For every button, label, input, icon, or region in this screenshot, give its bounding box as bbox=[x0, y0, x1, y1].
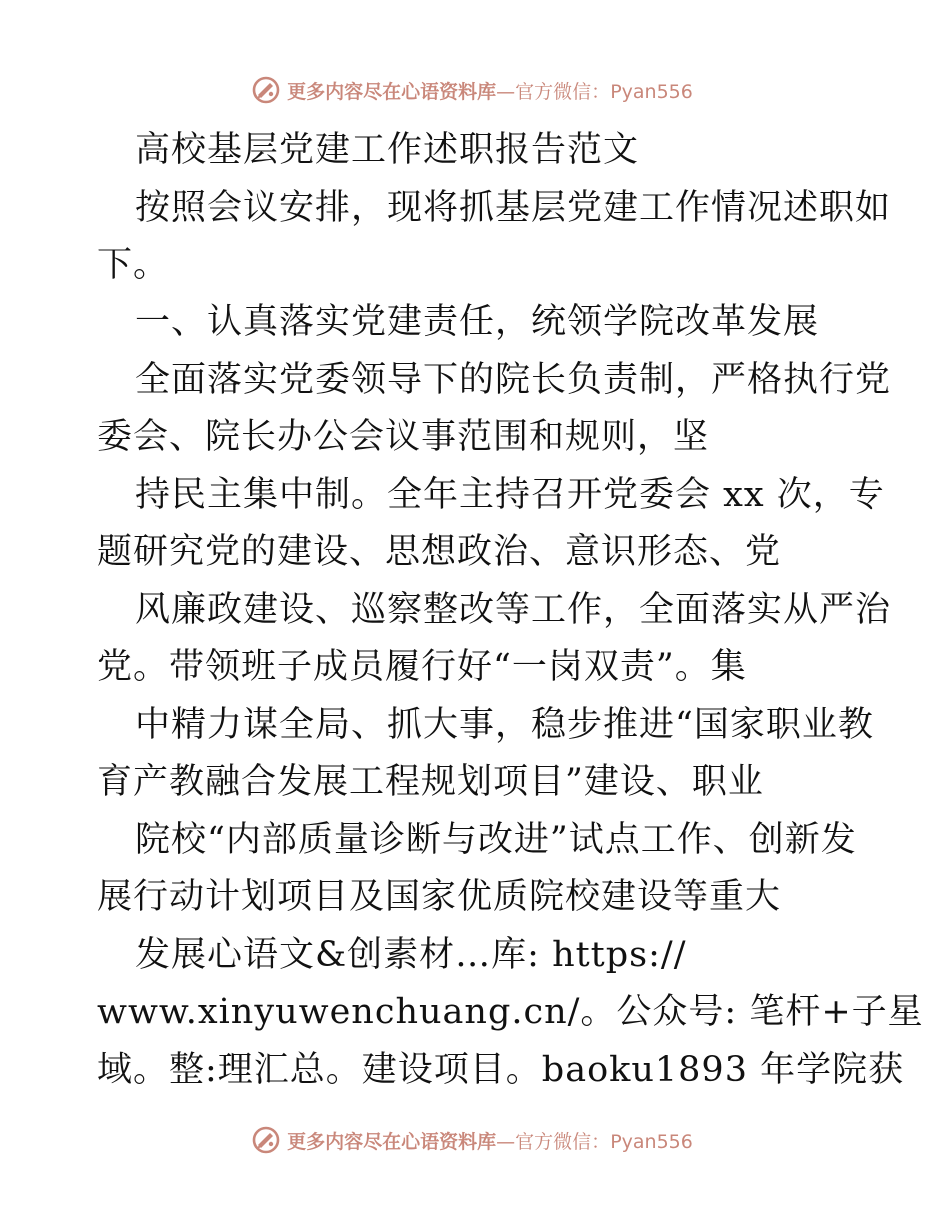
doc-line: www.xinyuwenchuang.cn/。公众号: 笔杆+子星 bbox=[97, 992, 924, 1032]
pen-seal-icon bbox=[251, 1125, 281, 1155]
doc-line: 育产教融合发展工程规划项目”建设、职业 bbox=[97, 762, 764, 802]
watermark-text bbox=[287, 1127, 693, 1154]
watermark-contact-id: Pyan556 bbox=[610, 80, 693, 103]
doc-line: 委会、院长办公会议事范围和规则，坚 bbox=[97, 417, 710, 457]
watermark-separator: — bbox=[496, 80, 516, 103]
doc-line: 院校“内部质量诊断与改进”试点工作、创新发 bbox=[135, 820, 857, 860]
doc-line: 中精力谋全局、抓大事，稳步推进“国家职业教 bbox=[135, 705, 874, 745]
doc-line: 域。整:理汇总。建设项目。baoku1893 年学院获 bbox=[97, 1050, 905, 1090]
watermark-banner-bottom bbox=[0, 1120, 950, 1160]
watermark-contact-label: 官方微信： bbox=[515, 80, 611, 103]
doc-title: 高校基层党建工作述职报告范文 bbox=[135, 130, 640, 170]
doc-line: 持民主集中制。全年主持召开党委会 xx 次，专 bbox=[135, 475, 885, 515]
doc-line: 下。 bbox=[97, 245, 170, 285]
doc-line: 风廉政建设、巡察整改等工作，全面落实从严治 bbox=[135, 590, 892, 630]
watermark-separator: — bbox=[496, 1130, 516, 1153]
watermark-group bbox=[251, 1125, 693, 1155]
watermark-contact-id: Pyan556 bbox=[610, 1130, 693, 1153]
doc-section-heading: 一、认真落实党建责任，统领学院改革发展 bbox=[135, 302, 820, 342]
doc-line: 全面落实党委领导下的院长负责制，严格执行党 bbox=[135, 360, 892, 400]
watermark-contact-label: 官方微信： bbox=[515, 1130, 611, 1153]
doc-line: 题研究党的建设、思想政治、意识形态、党 bbox=[97, 532, 782, 572]
doc-line: 党。带领班子成员履行好“一岗双责”。集 bbox=[97, 647, 747, 687]
watermark-main-text: 更多内容尽在心语资料库 bbox=[287, 80, 497, 103]
doc-line: 按照会议安排，现将抓基层党建工作情况述职如 bbox=[135, 188, 892, 228]
doc-line: 展行动计划项目及国家优质院校建设等重大 bbox=[97, 877, 782, 917]
watermark-main-text: 更多内容尽在心语资料库 bbox=[287, 1130, 497, 1153]
doc-line: 发展心语文&创素材…库: https:// bbox=[135, 935, 687, 975]
